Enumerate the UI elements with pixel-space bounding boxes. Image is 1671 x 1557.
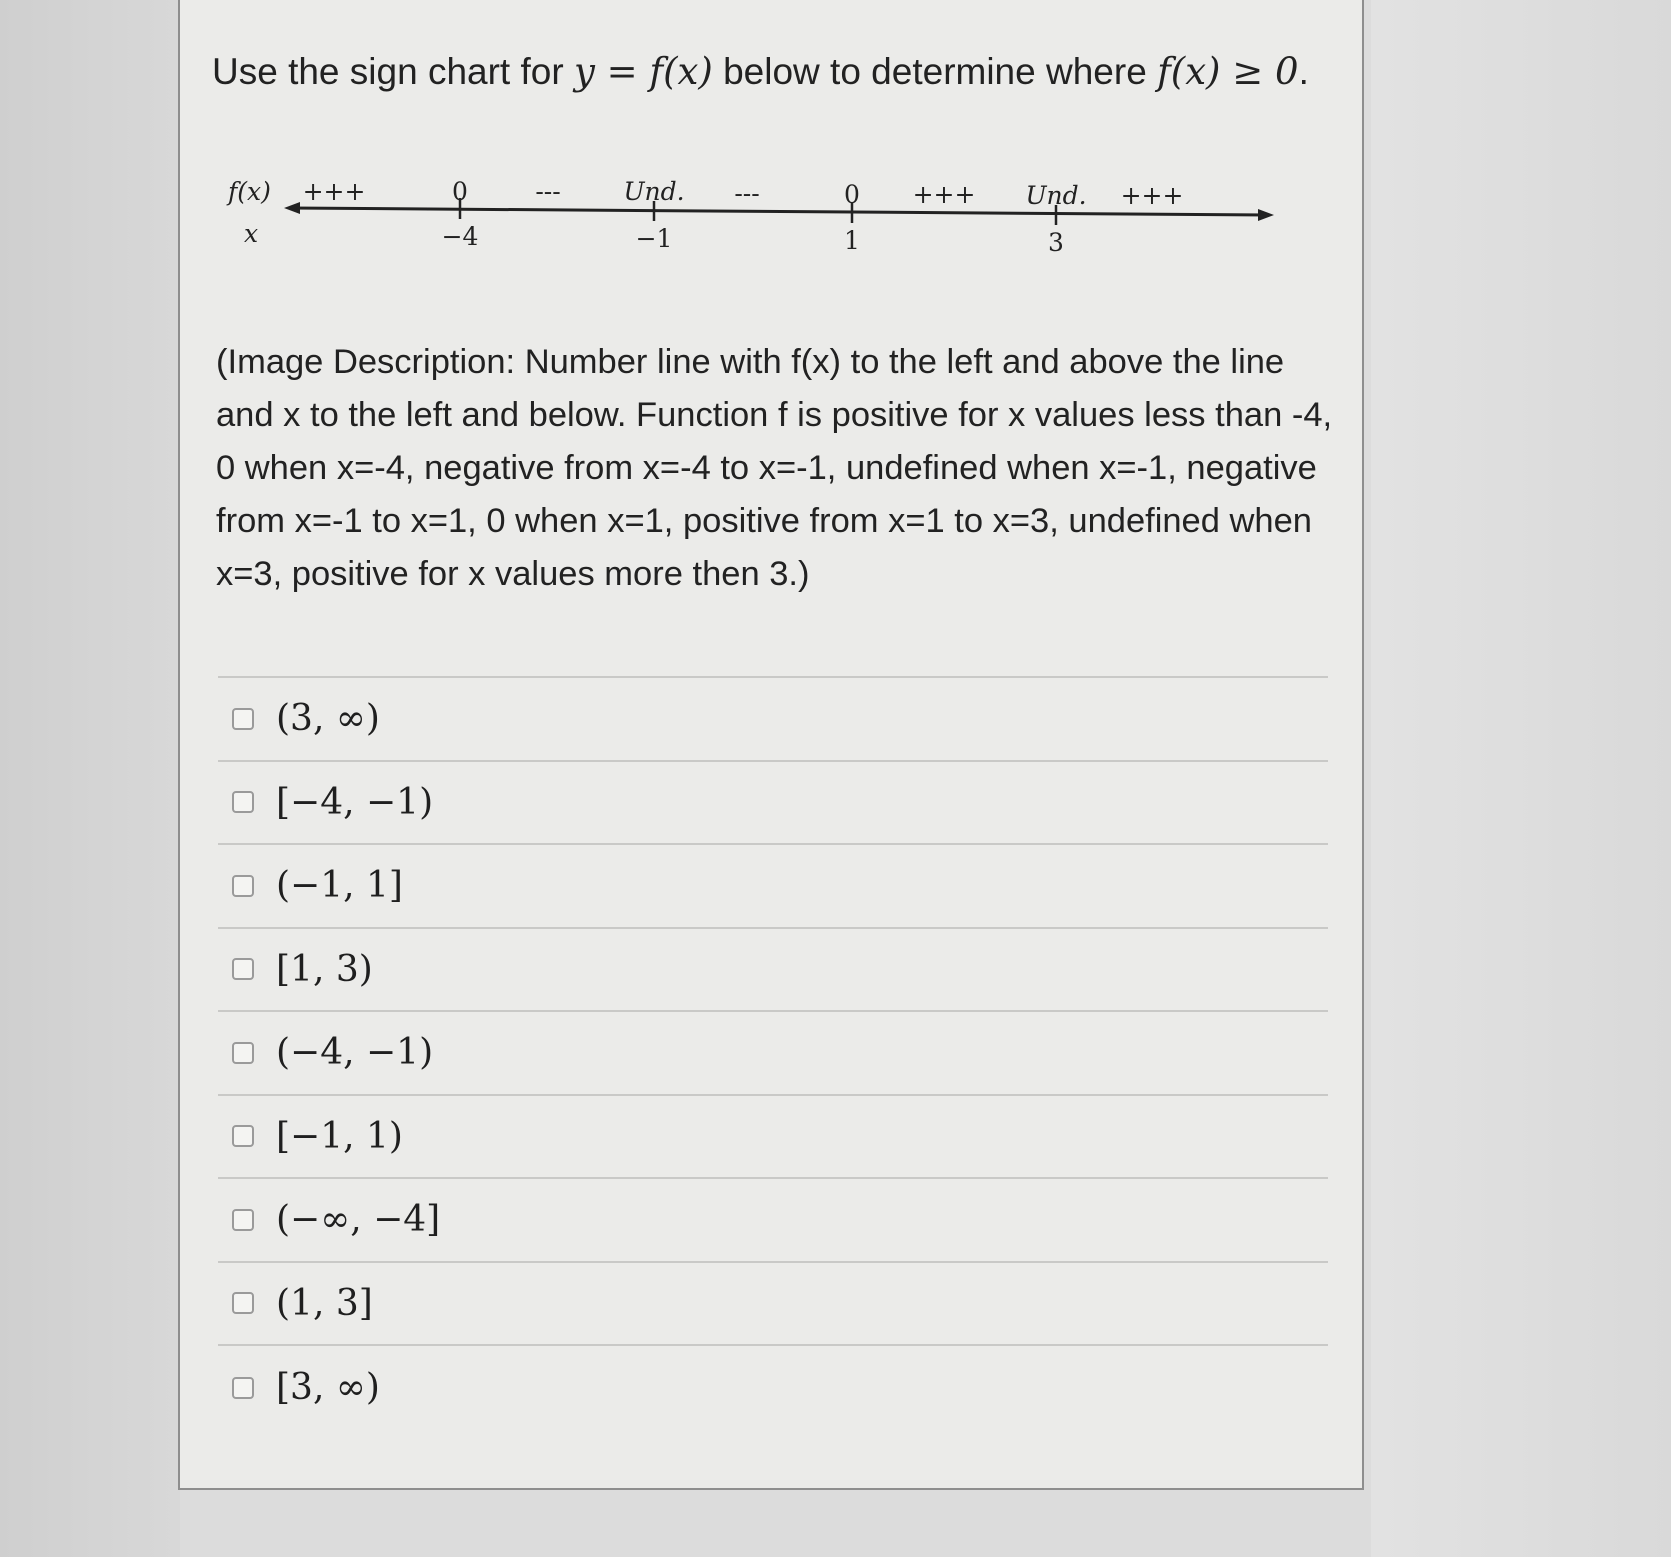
row-label-fx: f(x) — [228, 177, 271, 206]
answer-option[interactable] — [218, 678, 1328, 762]
option-label: (−1, 1] — [276, 865, 403, 907]
option-label: (−∞, −4] — [276, 1199, 441, 1241]
checkbox[interactable] — [232, 1042, 254, 1064]
question-condition: f(x) ≥ 0 — [1157, 50, 1299, 93]
sign-label: --- — [535, 177, 561, 206]
checkbox[interactable] — [232, 1292, 254, 1314]
sign-label: +++ — [1120, 181, 1184, 210]
sign-chart-svg — [228, 173, 1288, 283]
option-label: [−1, 1) — [276, 1115, 403, 1157]
checkbox[interactable] — [232, 708, 254, 730]
checkbox[interactable] — [232, 791, 254, 813]
answer-option[interactable] — [218, 929, 1328, 1013]
sign-label: --- — [734, 179, 760, 208]
sign-label: 0 — [452, 177, 468, 206]
question-end: . — [1298, 51, 1309, 92]
option-label: [3, ∞) — [276, 1367, 380, 1409]
option-label: (−4, −1) — [276, 1032, 434, 1074]
question-middle: below to determine where — [712, 51, 1158, 92]
answer-option[interactable] — [218, 762, 1328, 846]
question-card — [178, 0, 1364, 1490]
tick-label: −4 — [441, 222, 479, 251]
answer-option[interactable] — [218, 1096, 1328, 1180]
checkbox[interactable] — [232, 1377, 254, 1399]
row-label-x: x — [244, 219, 259, 248]
tick-label: 3 — [1048, 228, 1064, 257]
sign-label: Und. — [1025, 181, 1087, 210]
right-arrow — [1258, 209, 1274, 221]
background-right — [1371, 0, 1671, 1557]
sign-label: Und. — [623, 177, 685, 206]
tick-label: 1 — [844, 226, 860, 255]
option-label: (3, ∞) — [276, 698, 380, 740]
option-label: (1, 3] — [276, 1282, 373, 1324]
question-prefix: Use the sign chart for — [212, 51, 574, 92]
checkbox[interactable] — [232, 1125, 254, 1147]
answer-option[interactable] — [218, 845, 1328, 929]
question-equation: y = f(x) — [573, 50, 713, 93]
option-label: [−4, −1) — [276, 781, 434, 823]
sign-label: 0 — [844, 180, 860, 209]
answer-option[interactable] — [218, 1012, 1328, 1096]
answer-option[interactable] — [218, 1263, 1328, 1347]
sign-label: +++ — [912, 180, 976, 209]
sign-label: +++ — [302, 177, 366, 206]
left-arrow — [284, 202, 300, 214]
checkbox[interactable] — [232, 1209, 254, 1231]
checkbox[interactable] — [232, 958, 254, 980]
sign-chart — [228, 173, 1288, 283]
image-description: (Image Description: Number line with f(x) to the left and above the line and x to the left and below. Function f is positive for x values less than -4, 0 when x=-4, negative from x=-4 to x=-1, undefined when x=-1, negative from x=-1 to x=1, 0 when x=1, positive from x=1 to x=3, undefined when x=3, positive for x values more then 3.) — [216, 343, 1333, 593]
question-text — [212, 50, 1309, 93]
answer-option[interactable] — [218, 1179, 1328, 1263]
checkbox[interactable] — [232, 875, 254, 897]
background-left — [0, 0, 180, 1557]
tick-label: −1 — [635, 224, 673, 253]
option-label: [1, 3) — [276, 948, 373, 990]
answer-options — [218, 676, 1328, 1430]
answer-option[interactable] — [218, 1346, 1328, 1430]
